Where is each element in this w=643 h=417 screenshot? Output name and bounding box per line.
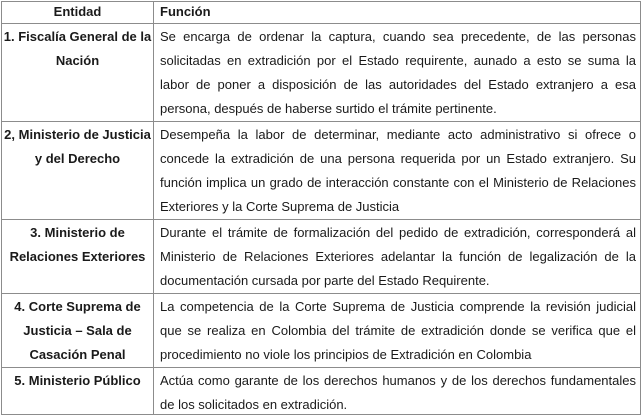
- table-row: [2, 220, 640, 294]
- entity-cell: 3. Ministerio de Relaciones Exteriores: [2, 220, 154, 293]
- table-row: [2, 122, 640, 220]
- function-cell: Desempeña la labor de determinar, mediante acto administrativo si ofrece o concede la extradición de una persona requerida por un Estado extranjero. Su función implica un grado de interacción constante con el Ministerio de Relaciones Exteriores y la Corte Suprema de Justicia: [160, 127, 636, 214]
- function-cell: La competencia de la Corte Suprema de Justicia comprende la revisión judicial que se realiza en Colombia del trámite de extradición donde se verifica que el procedimiento no viole los principios de Extradición en Colombia: [160, 299, 636, 362]
- entity-cell: 2, Ministerio de Justicia y del Derecho: [2, 122, 154, 219]
- function-cell: Actúa como garante de los derechos humanos y de los derechos fundamentales de los solicitados en extradición.: [160, 373, 636, 412]
- table-header-row: [2, 2, 640, 24]
- header-entity: Entidad: [2, 2, 154, 23]
- table-row: [2, 294, 640, 368]
- function-cell: Se encarga de ordenar la captura, cuando sea precedente, de las personas solicitadas en extradición por el Estado requirente, aunado a esto se suma la labor de poner a disposición de las autoridades del Estado extranjero a esa persona, después de haberse surtido el trámite pertinente.: [160, 29, 636, 116]
- table-row: [2, 368, 640, 414]
- entity-cell: 5. Ministerio Público: [2, 368, 154, 414]
- entity-cell: 1. Fiscalía General de la Nación: [2, 24, 154, 121]
- header-function: Función: [160, 4, 211, 19]
- table-row: [2, 24, 640, 122]
- entity-function-table: [1, 1, 641, 415]
- function-cell: Durante el trámite de formalización del pedido de extradición, corresponderá al Ministerio de Relaciones Exteriores adelantar la función de legalización de la documentación cursada por parte del Estado Requirente.: [160, 225, 636, 288]
- entity-cell: 4. Corte Suprema de Justicia – Sala de Casación Penal: [2, 294, 154, 367]
